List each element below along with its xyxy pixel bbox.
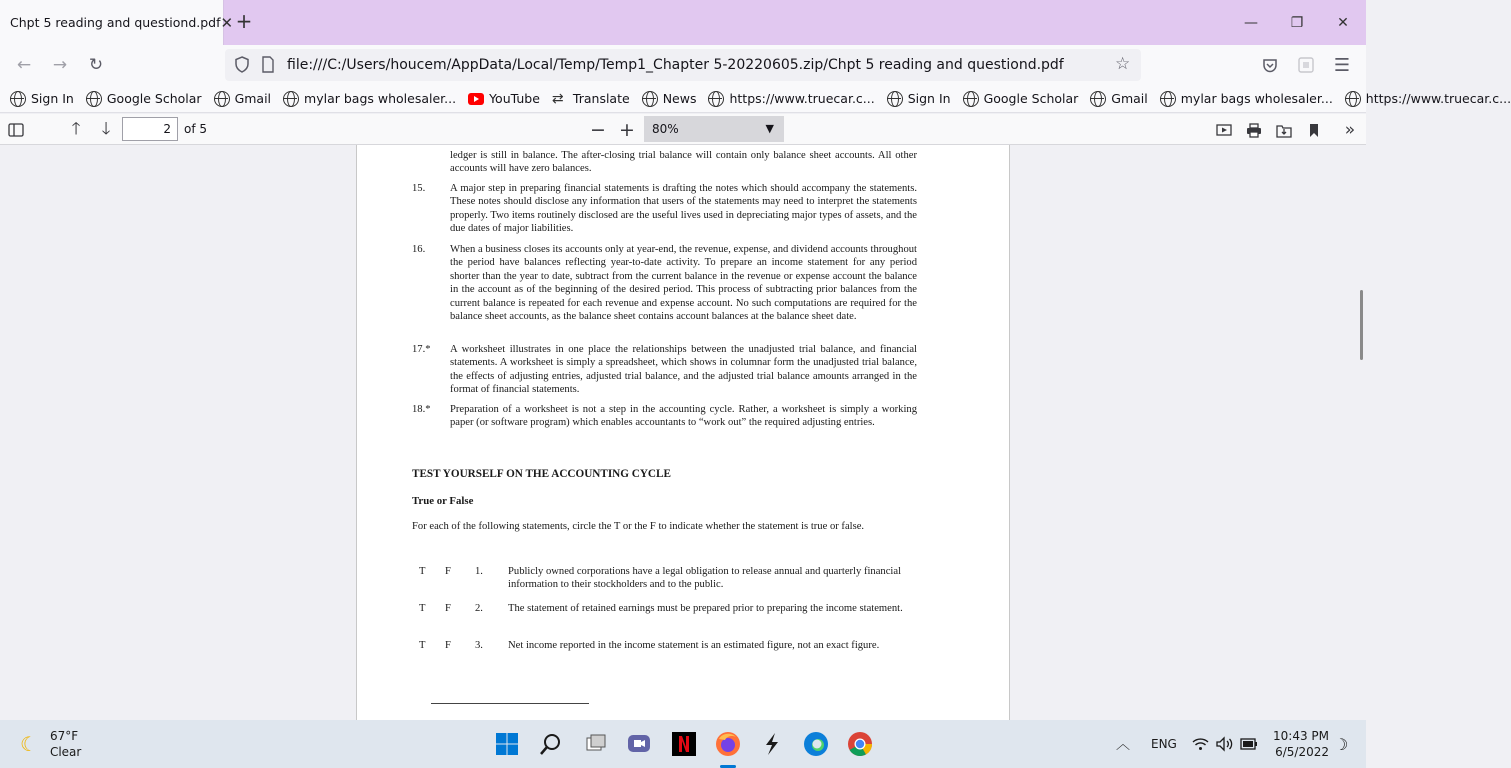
bookmark-label: mylar bags wholesaler...	[304, 91, 457, 106]
bookmark-label: Gmail	[1111, 91, 1148, 106]
tab-close-icon[interactable]: ✕	[220, 13, 234, 32]
true-option: T	[419, 603, 426, 614]
zoom-select[interactable]	[644, 116, 784, 142]
translate-icon: ⇄	[551, 90, 564, 107]
question-text: Publicly owned corporations have a legal obligation to release annual and quarterly financial information to their stockholders and to the public.	[508, 566, 902, 591]
paragraph-number: 16.	[412, 244, 426, 255]
question-text: The statement of retained earnings must be prepared prior to preparing the income statement.	[508, 603, 903, 614]
globe-icon	[10, 91, 26, 107]
extension-icon[interactable]	[1292, 51, 1320, 79]
pdf-viewer[interactable]	[0, 145, 1366, 720]
bookmark-label: Translate	[572, 91, 630, 106]
tab-active[interactable]	[0, 0, 234, 45]
bookmark-item[interactable]	[1160, 91, 1333, 107]
bookmark-item[interactable]	[887, 91, 951, 107]
bookmark-item[interactable]	[86, 91, 202, 107]
bookmark-item[interactable]	[963, 91, 1079, 107]
wifi-icon[interactable]	[1192, 720, 1209, 768]
search-icon[interactable]	[535, 728, 567, 760]
bookmark-star-icon[interactable]: ☆	[1115, 54, 1131, 74]
false-option: F	[445, 640, 451, 651]
minimize-button[interactable]: —	[1244, 14, 1258, 31]
bookmark-label: https://www.truecar.c...	[729, 91, 875, 106]
globe-icon	[887, 91, 903, 107]
globe-icon	[642, 91, 658, 107]
menu-icon[interactable]: ☰	[1333, 54, 1351, 76]
question-number: 2.	[475, 603, 483, 614]
bookmark-item[interactable]	[214, 91, 271, 107]
more-tools-icon[interactable]: »	[1344, 120, 1356, 140]
bookmark-item[interactable]	[10, 91, 74, 107]
bookmark-item[interactable]	[708, 91, 874, 107]
app-bolt-icon[interactable]	[756, 728, 788, 760]
bookmark-label: YouTube	[489, 91, 540, 106]
presentation-mode-icon[interactable]	[1212, 118, 1236, 142]
print-icon[interactable]	[1242, 118, 1266, 142]
taskbar	[0, 720, 1366, 768]
forward-button[interactable]: →	[52, 55, 68, 75]
paragraph-text: When a business closes its accounts only at year-end, the revenue, expense, and dividend accounts throughout the period have balances reflecting year-to-date activity. To prepare an income statement for any period shorter than the year to date, subtract from the current balance in the revenue or expense account the balance in the account as of the beginning of the desired period. This process of subtracting prior balances from the current balance is repeated for each revenue and expense account. No such computations are required for the balance sheet accounts, as the balance sheet contains account balances at the balance sheet date.	[450, 244, 917, 323]
shield-icon[interactable]	[234, 56, 250, 77]
paragraph-text: A worksheet illustrates in one place the relationships between the unadjusted trial balance, and financial statements. A worksheet is simply a spreadsheet, which shows in columnar form the unadjusted trial balance, the effects of adjusting entries, adjusted trial balance, and the adjusted trial balance amounts arranged in the format of financial statements.	[450, 344, 917, 396]
tab-strip	[0, 0, 1366, 45]
url-text[interactable]: file:///C:/Users/houcem/AppData/Local/Temp/Temp1_Chapter 5-20220605.zip/Chpt 5 reading and questiond.pdf	[287, 57, 1064, 73]
bookmark-label: https://www.truecar.c...	[1365, 91, 1511, 106]
globe-icon	[86, 91, 102, 107]
globe-icon	[1160, 91, 1176, 107]
volume-icon[interactable]	[1216, 720, 1234, 768]
instructions-text: For each of the following statements, circle the T or the F to indicate whether the statement is true or false.	[412, 521, 865, 532]
false-option: F	[445, 566, 451, 577]
bookmark-label: News	[662, 91, 697, 106]
weather-temp: 67°F	[49, 729, 79, 743]
bookmark-label: Gmail	[234, 91, 272, 106]
start-icon[interactable]	[491, 728, 523, 760]
youtube-icon	[468, 93, 484, 105]
true-option: T	[419, 640, 426, 651]
notification-icon[interactable]: ☽	[1334, 734, 1349, 754]
globe-icon	[283, 91, 299, 107]
zoom-in-button[interactable]: +	[619, 119, 635, 141]
globe-icon	[214, 91, 230, 107]
bookmark-item[interactable]	[468, 91, 540, 106]
question-number: 3.	[475, 640, 483, 651]
bookmark-label: Google Scholar	[106, 91, 202, 106]
question-number: 1.	[475, 566, 483, 577]
bookmark-item[interactable]	[642, 91, 697, 107]
paragraph-text: ledger is still in balance. The after-closing trial balance will contain only balance sheet accounts. All other accounts will have zero balances.	[450, 150, 917, 175]
pocket-icon[interactable]	[1256, 51, 1284, 79]
footnote-divider	[431, 703, 589, 704]
chevron-down-icon: ▼	[765, 122, 774, 135]
bookmark-label: Sign In	[907, 91, 951, 106]
navigation-bar	[0, 45, 1366, 85]
bookmarks-bar	[0, 85, 1511, 113]
netflix-icon[interactable]	[668, 728, 700, 760]
language-indicator[interactable]: ENG	[1151, 737, 1177, 751]
chrome-icon[interactable]	[844, 728, 876, 760]
false-option: F	[445, 603, 451, 614]
paragraph-number: 18.*	[412, 404, 431, 415]
bookmark-label: mylar bags wholesaler...	[1180, 91, 1333, 106]
task-view-icon[interactable]	[580, 728, 612, 760]
page-number-input[interactable]: 2	[122, 117, 178, 141]
bookmark-icon[interactable]	[1302, 118, 1326, 142]
zoom-out-button[interactable]: −	[590, 119, 606, 141]
paragraph-number: 17.*	[412, 344, 431, 355]
chevron-up-icon[interactable]: ︿	[1116, 737, 1130, 753]
close-window-button[interactable]: ✕	[1337, 14, 1349, 31]
bookmark-item[interactable]	[283, 91, 456, 107]
section-heading: TEST YOURSELF ON THE ACCOUNTING CYCLE	[412, 468, 671, 480]
pdf-page	[356, 145, 1010, 720]
edge-icon[interactable]	[800, 728, 832, 760]
sidebar-toggle-icon[interactable]	[4, 118, 28, 142]
battery-icon[interactable]	[1240, 720, 1258, 768]
bookmark-item[interactable]	[1345, 91, 1511, 107]
back-button[interactable]: ←	[16, 55, 32, 75]
previous-page-button[interactable]: 🡑	[71, 118, 81, 139]
save-icon[interactable]	[1272, 118, 1296, 142]
zoom-value: 80%	[652, 122, 679, 136]
file-icon	[261, 56, 275, 77]
true-option: T	[419, 566, 426, 577]
reload-button[interactable]: ↻	[88, 55, 104, 75]
restore-button[interactable]: ❐	[1290, 14, 1304, 31]
tab-title: Chpt 5 reading and questiond.pdf	[10, 15, 221, 30]
clock[interactable]	[1273, 720, 1329, 768]
new-tab-button[interactable]: +	[235, 9, 253, 33]
clock-time: 10:43 PM	[1273, 729, 1329, 743]
page-count: of 5	[184, 122, 208, 136]
next-page-button[interactable]: 🡓	[101, 118, 111, 139]
scrollbar-thumb[interactable]	[1360, 290, 1363, 360]
globe-icon	[1090, 91, 1106, 107]
bookmark-item[interactable]	[552, 91, 630, 107]
chat-icon[interactable]	[623, 728, 655, 760]
clock-date: 6/5/2022	[1275, 745, 1329, 759]
bookmark-label: Sign In	[31, 91, 74, 106]
paragraph-number: 15.	[412, 183, 426, 194]
pdf-toolbar	[0, 114, 1366, 145]
sub-heading: True or False	[412, 495, 474, 507]
bookmark-label: Google Scholar	[983, 91, 1079, 106]
globe-icon	[1345, 91, 1361, 107]
firefox-icon[interactable]	[712, 728, 744, 760]
weather-desc: Clear	[49, 745, 82, 759]
paragraph-text: A major step in preparing financial statements is drafting the notes which should accompany the statements. These notes should disclose any information that users of the statements may need to interpret the statements properly. Two items routinely disclosed are the useful lives used in depreciating major types of assets, and the due dates of major liabilities.	[450, 183, 917, 235]
question-text: Net income reported in the income statement is an estimated figure, not an exact figure.	[508, 640, 880, 651]
paragraph-text: Preparation of a worksheet is not a step in the accounting cycle. Rather, a worksheet is simply a working paper (or software program) which enables accountants to “work out” the required adjusting entries.	[450, 404, 917, 429]
globe-icon	[963, 91, 979, 107]
globe-icon	[708, 91, 724, 107]
bookmark-item[interactable]	[1090, 91, 1147, 107]
moon-icon: ☾	[20, 732, 38, 756]
weather-widget[interactable]	[20, 720, 81, 768]
url-bar[interactable]	[225, 49, 1141, 81]
